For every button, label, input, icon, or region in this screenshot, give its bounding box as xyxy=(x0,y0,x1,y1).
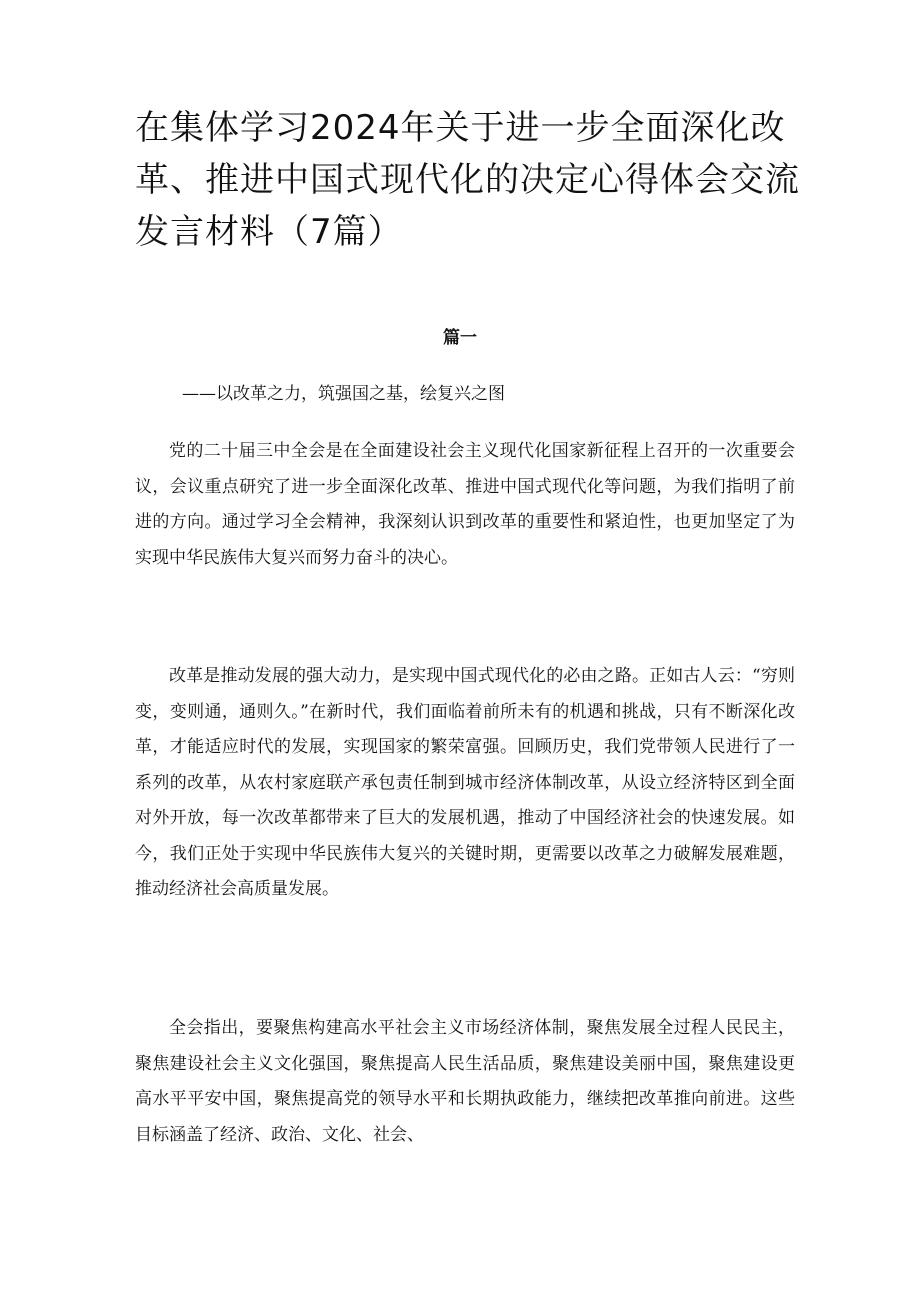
body-paragraph-1: 党的二十届三中全会是在全面建设社会主义现代化国家新征程上召开的一次重要会议，会议重点研究了进一步全面深化改革、推进中国式现代化等问题，为我们指明了前进的方向。通过学习全会精神，我深刻认识到改革的重要性和紧迫性，也更加坚定了为实现中华民族伟大复兴而努力奋斗的决心。 xyxy=(135,441,795,568)
section-subtitle: ——以改革之力，筑强国之基，绘复兴之图 xyxy=(182,384,505,404)
document-title: 在集体学习2024年关于进一步全面深化改革、推进中国式现代化的决定心得体会交流发言材料（7篇） xyxy=(135,108,800,252)
body-paragraph-2: 改革是推动发展的强大动力，是实现中国式现代化的必由之路。正如古人云：“穷则变，变则通，通则久。”在新时代，我们面临着前所未有的机遇和挑战，只有不断深化改革，才能适应时代的发展，实现国家的繁荣富强。回顾历史，我们党带领人民进行了一系列的改革，从农村家庭联产承包责任制到城市经济体制改革，从设立经济特区到全面对外开放，每一次改革都带来了巨大的发展机遇，推动了中国经济社会的快速发展。如今，我们正处于实现中华民族伟大复兴的关键时期，更需要以改革之力破解发展难题，推动经济社会高质量发展。 xyxy=(135,666,795,899)
body-paragraph-3: 全会指出，要聚焦构建高水平社会主义市场经济体制，聚焦发展全过程人民民主，聚焦建设社会主义文化强国，聚焦提高人民生活品质，聚焦建设美丽中国，聚焦建设更高水平平安中国，聚焦提高党的领导水平和长期执政能力，继续把改革推向前进。这些目标涵盖了经济、政治、文化、社会、 xyxy=(135,1018,795,1145)
section-heading: 篇一 xyxy=(443,328,477,348)
